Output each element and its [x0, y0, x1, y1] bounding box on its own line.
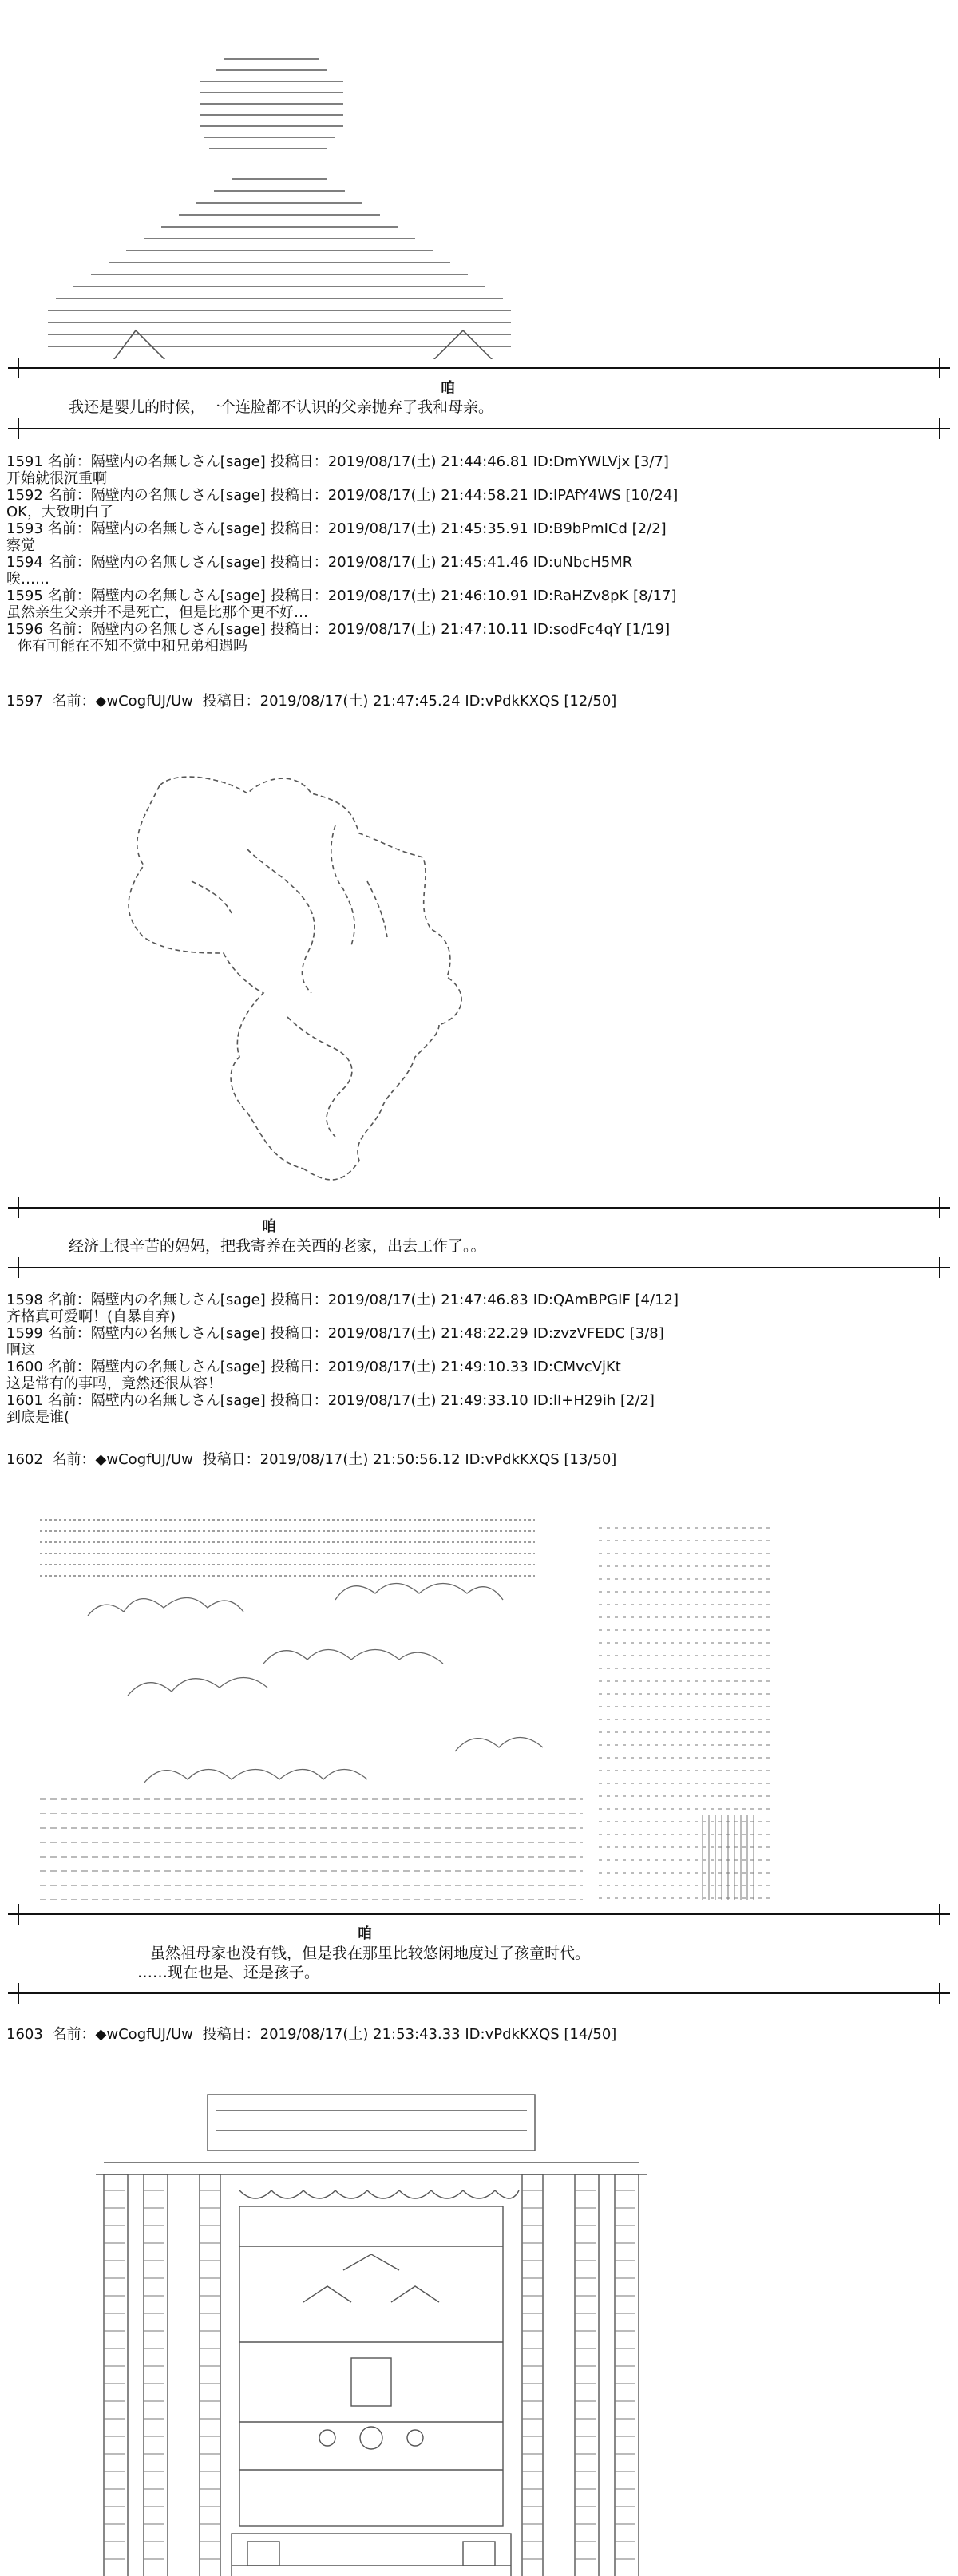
post-id: ID:zvzVFEDC [3/8] — [532, 1325, 664, 1342]
speaker-name: 咱 — [262, 1218, 276, 1235]
post-date: 投稿日：2019/08/17(土) 21:44:46.81 — [270, 453, 528, 470]
post-id: ID:lI+H29ih [2/2] — [532, 1392, 655, 1409]
post-date: 投稿日：2019/08/17(土) 21:50:56.12 — [202, 1451, 461, 1468]
post-header — [6, 693, 948, 710]
post-body: 开始就很沉重啊 — [6, 470, 107, 487]
post-body: 虽然亲生父亲并不是死亡，但是比那个更不好… — [6, 604, 308, 621]
post-header — [6, 453, 948, 470]
ascii-art-figure — [32, 16, 527, 359]
post-id: ID:CMvcVjKt — [532, 1359, 621, 1375]
post-number: 1597 — [6, 693, 43, 710]
post-date: 投稿日：2019/08/17(土) 21:45:35.91 — [270, 520, 528, 537]
post-body: 齐格真可爱啊！(自暴自弃) — [6, 1308, 176, 1325]
ascii-art-shrine — [88, 2060, 663, 2576]
ascii-art-cloud-figure — [112, 726, 543, 1189]
post-id: ID:RaHZv8pK [8/17] — [532, 588, 677, 604]
post-date: 投稿日：2019/08/17(土) 21:44:58.21 — [270, 487, 528, 504]
post-date: 投稿日：2019/08/17(土) 21:49:10.33 — [270, 1359, 528, 1375]
post-number: 1591 — [6, 453, 43, 470]
panel-divider — [0, 1981, 958, 2005]
post-name: 名前：隔壁内の名無しさん[sage] — [47, 621, 266, 638]
post-name: 名前：隔壁内の名無しさん[sage] — [47, 520, 266, 537]
post-body: 啊这 — [6, 1342, 35, 1359]
post-number: 1599 — [6, 1325, 43, 1342]
post-number: 1592 — [6, 487, 43, 504]
post-number: 1596 — [6, 621, 43, 638]
post-date: 投稿日：2019/08/17(土) 21:48:22.29 — [270, 1325, 528, 1342]
panel-divider — [0, 1256, 958, 1280]
post-name: 名前：隔壁内の名無しさん[sage] — [47, 453, 266, 470]
panel-divider — [0, 1902, 958, 1926]
speaker-name: 咱 — [441, 380, 455, 397]
post-header — [6, 588, 948, 604]
panel-divider — [0, 356, 958, 380]
post-date: 投稿日：2019/08/17(土) 21:45:41.46 — [270, 554, 528, 571]
post-number: 1598 — [6, 1292, 43, 1308]
post-number: 1603 — [6, 2026, 43, 2043]
reply-list — [6, 453, 948, 655]
post-header — [6, 2026, 948, 2043]
narration-line: 虽然祖母家也没有钱，但是我在那里比较悠闲地度过了孩童时代。 — [150, 1945, 591, 1962]
post-id: ID:DmYWLVjx [3/7] — [532, 453, 669, 470]
panel-divider — [0, 1196, 958, 1220]
post-body: 你有可能在不知不觉中和兄弟相遇吗 — [18, 638, 247, 655]
post-header — [6, 554, 948, 571]
post-name: 名前：◆wCogfUJ/Uw — [52, 1451, 193, 1468]
post-header — [6, 1392, 948, 1409]
post-name: 名前：隔壁内の名無しさん[sage] — [47, 1325, 266, 1342]
post-date: 投稿日：2019/08/17(土) 21:49:33.10 — [270, 1392, 528, 1409]
post-date: 投稿日：2019/08/17(土) 21:47:46.83 — [270, 1292, 528, 1308]
narration-line: ……现在也是、还是孩子。 — [137, 1964, 320, 1981]
post-id: ID:vPdkKXQS [13/50] — [465, 1451, 617, 1468]
post-id: ID:B9bPmICd [2/2] — [532, 520, 667, 537]
post-name: 名前：◆wCogfUJ/Uw — [52, 2026, 193, 2043]
speaker-name: 咱 — [358, 1925, 372, 1942]
post-name: 名前：隔壁内の名無しさん[sage] — [47, 487, 266, 504]
post-body: 唉…… — [6, 571, 49, 588]
post-number: 1593 — [6, 520, 43, 537]
post-name: 名前：隔壁内の名無しさん[sage] — [47, 1359, 266, 1375]
post-header — [6, 621, 948, 638]
post-name: 名前：隔壁内の名無しさん[sage] — [47, 1392, 266, 1409]
post-1602 — [6, 1451, 948, 1468]
post-id: ID:uNbcH5MR — [532, 554, 633, 571]
post-body: 这是常有的事吗，竟然还很从容！ — [6, 1375, 222, 1392]
post-number: 1594 — [6, 554, 43, 571]
post-number: 1601 — [6, 1392, 43, 1409]
post-body: 察觉 — [6, 537, 35, 554]
post-name: 名前：隔壁内の名無しさん[sage] — [47, 588, 266, 604]
post-date: 投稿日：2019/08/17(土) 21:47:10.11 — [270, 621, 528, 638]
post-1603 — [6, 2026, 948, 2043]
narration-line: 经济上很辛苦的妈妈，把我寄养在关西的老家，出去工作了。。 — [69, 1237, 486, 1255]
post-date: 投稿日：2019/08/17(土) 21:46:10.91 — [270, 588, 528, 604]
post-header — [6, 1292, 948, 1308]
post-name: 名前：隔壁内の名無しさん[sage] — [47, 554, 266, 571]
panel-divider — [0, 417, 958, 441]
narration-line: 我还是婴儿的时候，一个连脸都不认识的父亲抛弃了我和母亲。 — [69, 398, 494, 416]
post-header — [6, 1359, 948, 1375]
post-id: ID:vPdkKXQS [12/50] — [465, 693, 617, 710]
post-id: ID:IPAfY4WS [10/24] — [532, 487, 679, 504]
post-header — [6, 520, 948, 537]
post-number: 1602 — [6, 1451, 43, 1468]
post-date: 投稿日：2019/08/17(土) 21:53:43.33 — [202, 2026, 461, 2043]
ascii-art-landscape — [40, 1485, 782, 1900]
post-id: ID:QAmBPGIF [4/12] — [532, 1292, 679, 1308]
post-id: ID:sodFc4qY [1/19] — [532, 621, 671, 638]
reply-list — [6, 1292, 948, 1426]
post-header — [6, 487, 948, 504]
post-name: 名前：隔壁内の名無しさん[sage] — [47, 1292, 266, 1308]
post-header — [6, 1451, 948, 1468]
post-body: OK，大致明白了 — [6, 504, 113, 520]
post-number: 1600 — [6, 1359, 43, 1375]
post-id: ID:vPdkKXQS [14/50] — [465, 2026, 617, 2043]
post-date: 投稿日：2019/08/17(土) 21:47:45.24 — [202, 693, 461, 710]
post-name: 名前：◆wCogfUJ/Uw — [52, 693, 193, 710]
post-header — [6, 1325, 948, 1342]
post-number: 1595 — [6, 588, 43, 604]
post-1597 — [6, 693, 948, 710]
post-body: 到底是谁( — [6, 1409, 70, 1426]
